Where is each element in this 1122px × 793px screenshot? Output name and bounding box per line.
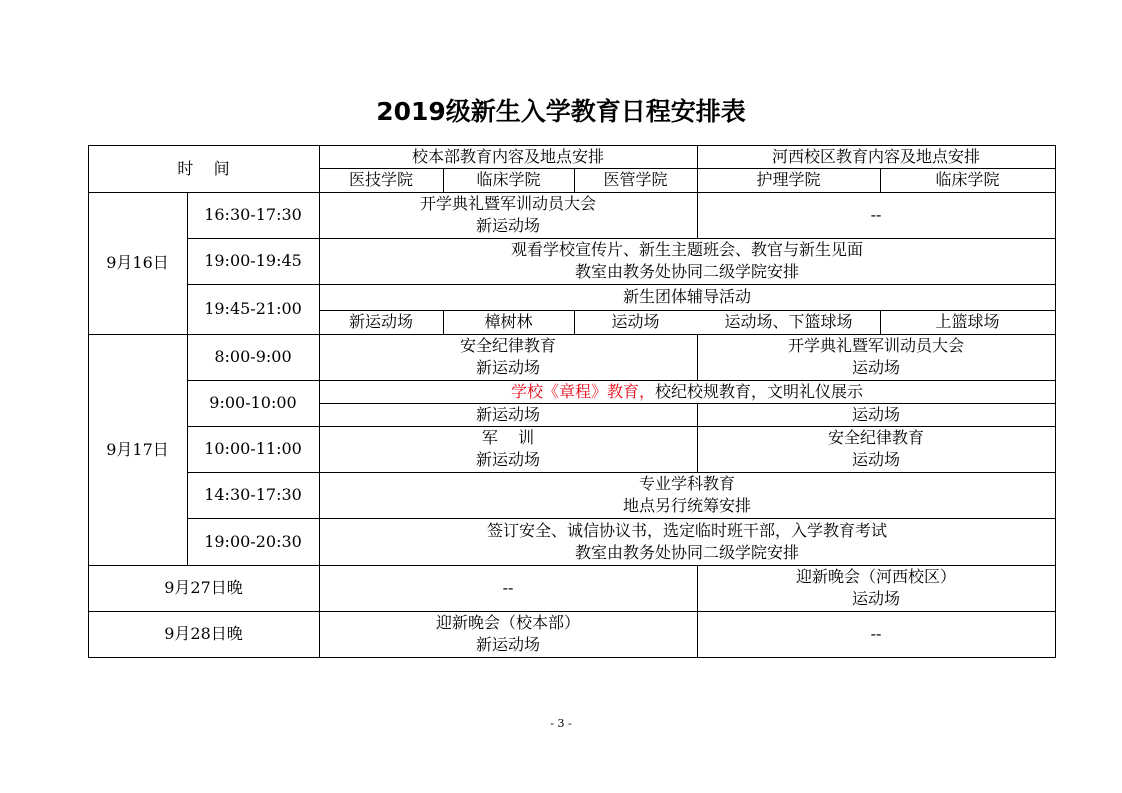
place-label: 运动场 — [851, 358, 900, 377]
time-label: 14:30-17:30 — [204, 485, 302, 504]
college-header — [443, 168, 574, 192]
event-label: 新生团体辅导活动 — [622, 287, 751, 306]
college-linchuang-main: 临床学院 — [476, 170, 541, 189]
hexi-campus-cell — [697, 565, 1055, 611]
place-cell — [443, 310, 574, 334]
date-sept17 — [88, 334, 187, 565]
time-cell — [187, 380, 319, 426]
time-label: 16:30-17:30 — [204, 205, 302, 224]
event-label: 迎新晚会（校本部） — [435, 613, 580, 632]
college-huli: 护理学院 — [756, 170, 821, 189]
place-label: 新运动场 — [475, 358, 540, 377]
place-label: 运动场 — [851, 404, 900, 424]
merged-cell — [319, 472, 1055, 518]
event-label: 安全纪律教育 — [827, 428, 924, 447]
place-label: 新运动场 — [475, 635, 540, 654]
main-campus-cell — [319, 565, 697, 611]
event-highlight-red: 学校《章程》教育， — [510, 381, 655, 401]
time-cell — [187, 284, 319, 334]
date-sept28 — [88, 611, 319, 657]
place-label: 新运动场 — [475, 404, 540, 424]
time-label: 19:45-21:00 — [204, 299, 302, 318]
place-label: 新运动场 — [475, 216, 540, 235]
time-label: 19:00-20:30 — [204, 531, 302, 551]
merged-cell — [319, 238, 1055, 284]
none-label: -- — [870, 205, 882, 224]
place-label: 运动场、下篮球场 — [724, 312, 853, 331]
hexi-campus-cell — [697, 334, 1055, 380]
place-label: 新运动场 — [348, 312, 413, 331]
main-campus-cell — [319, 426, 697, 472]
event-label: 开学典礼暨军训动员大会 — [787, 336, 964, 355]
main-campus-cell — [319, 192, 697, 238]
time-label: 19:00-19:45 — [204, 251, 302, 270]
place-label: 新运动场 — [475, 450, 540, 469]
event-label: 安全纪律教育 — [459, 336, 556, 355]
college-yiguan: 医管学院 — [603, 170, 668, 189]
place-label: 运动场 — [851, 589, 900, 608]
hexi-campus-cell — [697, 403, 1055, 426]
date-sept16 — [88, 192, 187, 334]
merged-cell — [319, 284, 1055, 310]
time-cell — [187, 472, 319, 518]
page-number: - 3 - — [550, 717, 572, 730]
college-header — [697, 168, 880, 192]
header-main-campus-label: 校本部教育内容及地点安排 — [411, 146, 604, 166]
place-label: 教室由教务处协同二级学院安排 — [574, 542, 799, 562]
document-title: 2019级新生入学教育日程安排表 — [376, 97, 746, 126]
merged-cell — [319, 518, 1055, 565]
event-label: 观看学校宣传片、新生主题班会、教官与新生见面 — [510, 240, 863, 259]
none-label: -- — [502, 578, 514, 597]
event-label: 迎新晚会（河西校区） — [795, 567, 956, 586]
time-cell — [187, 192, 319, 238]
date-label: 9月27日晚 — [164, 578, 243, 597]
hexi-campus-cell — [697, 192, 1055, 238]
header-hexi-campus-label: 河西校区教育内容及地点安排 — [771, 146, 980, 166]
event-label: 军 训 — [481, 428, 535, 447]
place-label: 地点另行统筹安排 — [622, 496, 751, 515]
date-label: 9月16日 — [106, 253, 169, 272]
place-label: 运动场 — [611, 312, 660, 331]
main-campus-cell — [319, 403, 697, 426]
date-label: 9月17日 — [106, 439, 169, 459]
hexi-campus-cell — [697, 426, 1055, 472]
place-label: 樟树林 — [484, 312, 533, 331]
place-cell — [319, 310, 443, 334]
place-cell — [574, 310, 697, 334]
place-label: 运动场 — [851, 450, 900, 469]
time-cell — [187, 238, 319, 284]
header-main-campus — [319, 145, 697, 168]
time-label: 9:00-10:00 — [209, 393, 297, 412]
event-label: 签订安全、诚信协议书，选定临时班干部，入学教育考试 — [486, 520, 887, 540]
header-time — [88, 145, 319, 192]
college-linchuang-hexi: 临床学院 — [935, 170, 1000, 189]
main-campus-cell — [319, 334, 697, 380]
time-label: 10:00-11:00 — [204, 439, 302, 458]
time-cell — [187, 518, 319, 565]
time-label: 8:00-9:00 — [214, 347, 292, 366]
date-label: 9月28日晚 — [164, 624, 243, 643]
event-label: 专业学科教育 — [638, 474, 735, 493]
place-cell — [880, 310, 1055, 334]
college-header — [880, 168, 1055, 192]
date-sept27 — [88, 565, 319, 611]
event-label: 校纪校规教育，文明礼仪展示 — [655, 381, 864, 401]
header-hexi-campus — [697, 145, 1055, 168]
college-header — [319, 168, 443, 192]
main-campus-cell — [319, 611, 697, 657]
none-label: -- — [870, 624, 882, 643]
header-time-label: 时 间 — [177, 158, 230, 178]
hexi-campus-cell — [697, 611, 1055, 657]
event-label: 开学典礼暨军训动员大会 — [419, 194, 596, 213]
place-label: 教室由教务处协同二级学院安排 — [574, 262, 799, 281]
place-label: 上篮球场 — [935, 312, 1000, 331]
college-header — [574, 168, 697, 192]
place-cell — [697, 310, 880, 334]
merged-cell — [319, 380, 1055, 403]
time-cell — [187, 334, 319, 380]
time-cell — [187, 426, 319, 472]
college-yiji: 医技学院 — [348, 170, 413, 189]
